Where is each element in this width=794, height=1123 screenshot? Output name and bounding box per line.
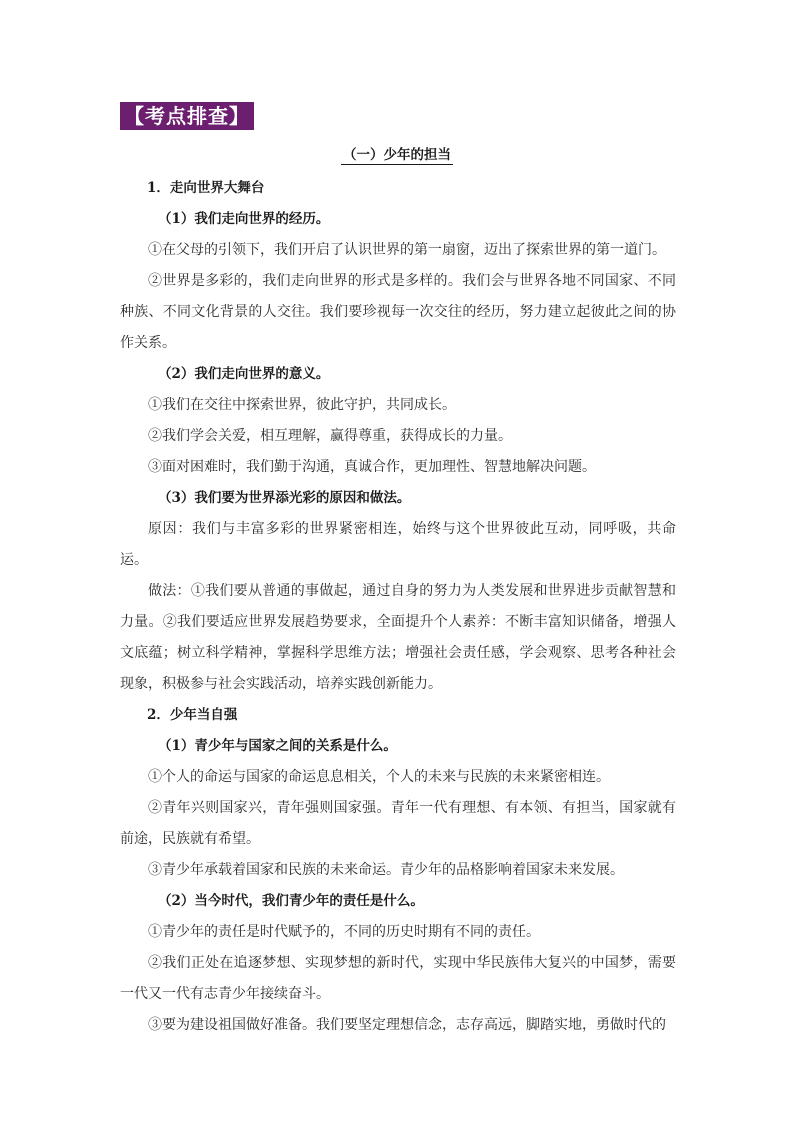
heading-1-1: （1）我们走向世界的经历。 xyxy=(158,211,330,227)
paragraph: ②青年兴则国家兴，青年强则国家强。青年一代有理想、有本领、有担当，国家就有前途，民族就有希望。 xyxy=(120,800,676,847)
paragraph: 原因：我们与丰富多彩的世界紧密相连，始终与这个世界彼此互动，同呼吸，共命运。 xyxy=(120,521,676,568)
paragraph: ①我们在交往中探索世界，彼此守护，共同成长。 xyxy=(148,397,456,413)
document-body xyxy=(120,173,676,1041)
paragraph: ②世界是多彩的，我们走向世界的形式是多样的。我们会与世界各地不同国家、不同种族、不同文化背景的人交往。我们要珍视每一次交往的经历，努力建立起彼此之间的协作关系。 xyxy=(120,273,676,351)
paragraph: ①个人的命运与国家的命运息息相关，个人的未来与民族的未来紧密相连。 xyxy=(148,769,610,785)
paragraph: ③面对困难时，我们勤于沟通，真诚合作，更加理性、智慧地解决问题。 xyxy=(148,459,596,475)
subtitle-text: （一）少年的担当 xyxy=(343,147,451,163)
paragraph: ②我们正处在追逐梦想、实现梦想的新时代，实现中华民族伟大复兴的中国梦，需要一代又一代有志青少年接续奋斗。 xyxy=(120,955,676,1002)
paragraph: ②我们学会关爱，相互理解，赢得尊重，获得成长的力量。 xyxy=(148,428,512,444)
heading-2-2: （2）当今时代，我们青少年的责任是什么。 xyxy=(158,893,424,909)
heading-1-3: （3）我们要为世界添光彩的原因和做法。 xyxy=(158,490,411,506)
heading-2-1: （1）青少年与国家之间的关系是什么。 xyxy=(158,738,397,754)
subtitle xyxy=(0,145,794,165)
heading-1-2: （2）我们走向世界的意义。 xyxy=(158,366,330,382)
paragraph: 做法：①我们要从普通的事做起，通过自身的努力为人类发展和世界进步贡献智慧和力量。②我们要适应世界发展趋势要求，全面提升个人素养：不断丰富知识储备，增强人文底蕴；树立科学精神，掌握科学思维方法；增强社会责任感，学会观察、思考各种社会现象，积极参与社会实践活动，培养实践创新能力。 xyxy=(120,583,676,692)
paragraph: ①在父母的引领下，我们开启了认识世界的第一扇窗，迈出了探索世界的第一道门。 xyxy=(148,242,666,258)
paragraph: ③要为建设祖国做好准备。我们要坚定理想信念，志存高远，脚踏实地，勇做时代的 xyxy=(148,1017,666,1033)
heading-2: 2．少年当自强 xyxy=(147,707,238,723)
section-tag: 【考点排查】 xyxy=(120,102,254,130)
heading-1: 1．走向世界大舞台 xyxy=(147,180,265,196)
paragraph: ③青少年承载着国家和民族的未来命运。青少年的品格影响着国家未来发展。 xyxy=(148,862,624,878)
paragraph: ①青少年的责任是时代赋予的，不同的历史时期有不同的责任。 xyxy=(148,924,540,940)
